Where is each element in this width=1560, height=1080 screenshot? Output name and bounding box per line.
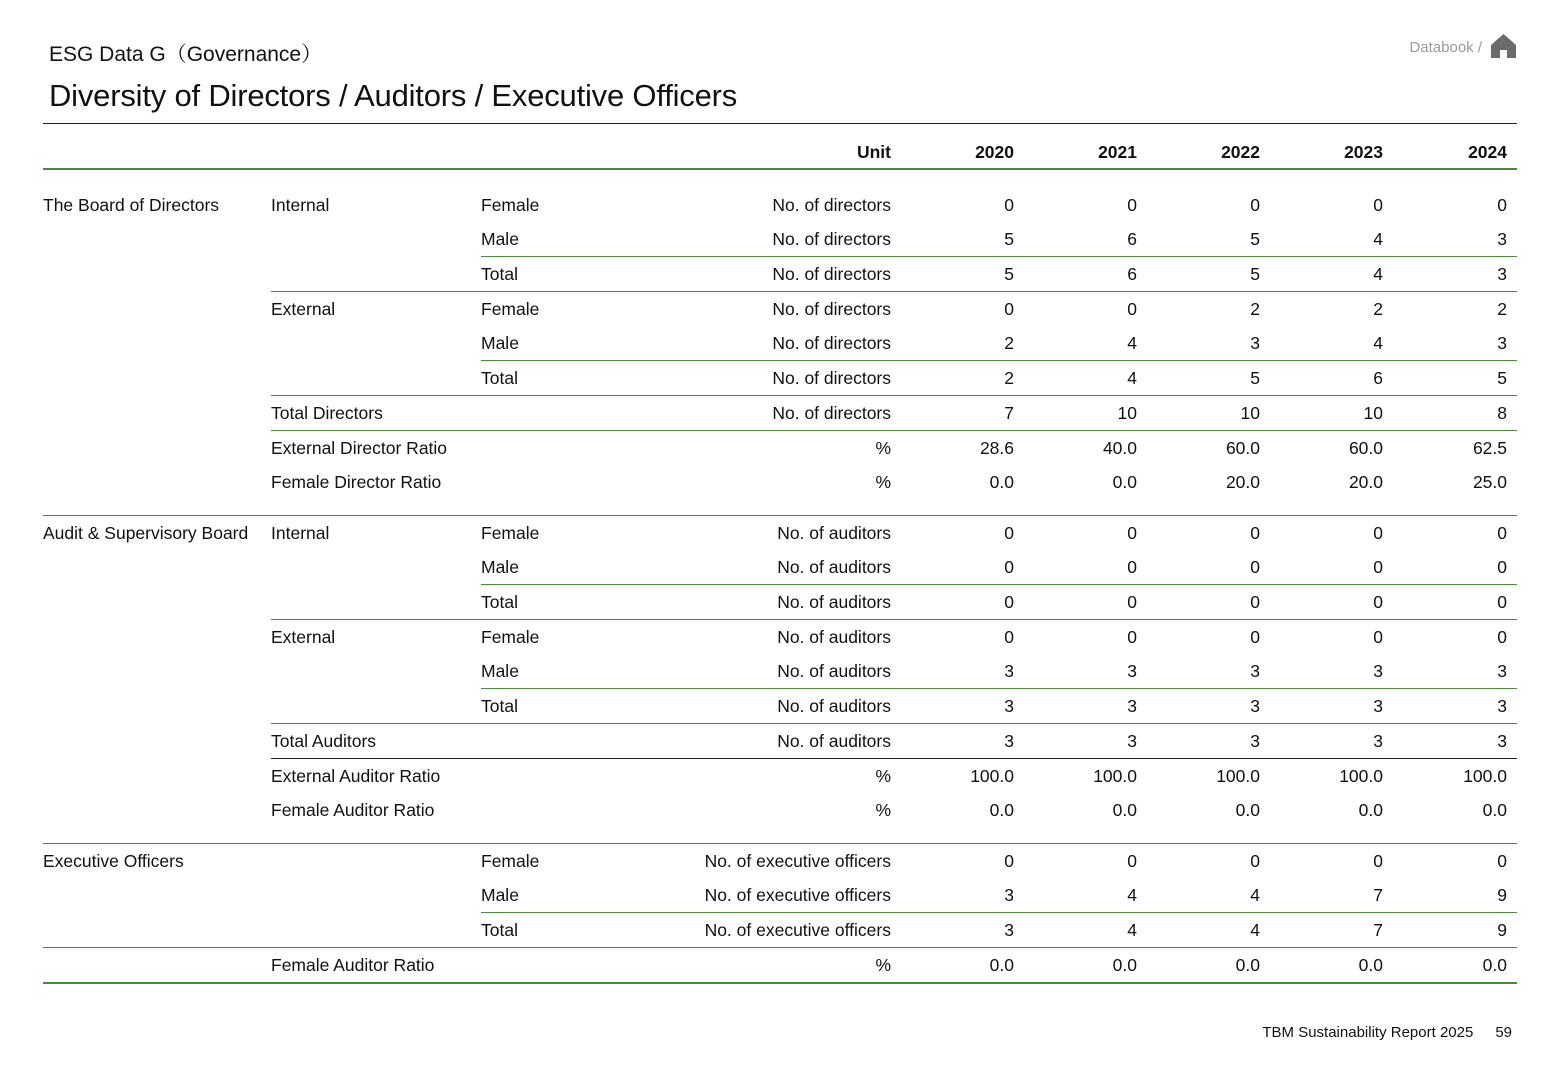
group-cell: Total Auditors: [271, 724, 481, 759]
value-cell: 28.6: [901, 431, 1024, 466]
group-cell: [271, 654, 481, 689]
value-cell: 0.0: [1358, 799, 1383, 820]
unit-cell: No. of directors: [621, 361, 901, 396]
unit-cell: No. of auditors: [621, 620, 901, 655]
table-row: [43, 948, 1517, 984]
gender-cell: [481, 465, 621, 499]
value-cell: 3: [1497, 660, 1507, 681]
unit-cell: No. of directors: [621, 396, 901, 431]
value-cell: 0: [1147, 620, 1270, 655]
value-cell: 0.0: [1024, 948, 1147, 984]
title-divider: [43, 123, 1517, 124]
gender-cell: Male: [481, 556, 519, 577]
value-cell: 5: [1147, 257, 1270, 292]
value-cell: 3: [1147, 724, 1270, 759]
table-row: [43, 326, 1517, 361]
value-cell: 6: [1270, 361, 1393, 396]
value-cell: 0.0: [1393, 948, 1517, 984]
unit-cell: No. of auditors: [621, 516, 901, 551]
report-name: TBM Sustainability Report 2025: [1262, 1024, 1474, 1041]
value-cell: 10: [1270, 396, 1393, 431]
year-column-header: 2021: [1024, 136, 1147, 169]
table-row: [43, 465, 1517, 499]
value-cell: 0: [1373, 556, 1383, 577]
table-row: [43, 550, 1517, 585]
group-cell: [271, 257, 481, 292]
table-row: [43, 361, 1517, 396]
gender-cell: Male: [481, 884, 519, 905]
table-row: [43, 654, 1517, 689]
value-cell: 0: [1270, 620, 1393, 655]
value-cell: 3: [1127, 660, 1137, 681]
category-cell: The Board of Directors: [43, 194, 220, 215]
gender-cell: Female: [481, 844, 621, 879]
gender-cell: Female: [481, 516, 621, 551]
gender-cell: [481, 948, 621, 984]
value-cell: 0: [1004, 556, 1014, 577]
value-cell: 0: [1004, 194, 1014, 215]
value-cell: 7: [1270, 913, 1393, 948]
value-cell: 0.0: [1112, 799, 1137, 820]
value-cell: 60.0: [1270, 431, 1393, 466]
table-row: [43, 431, 1517, 466]
value-cell: 4: [1127, 332, 1137, 353]
gender-cell: Male: [481, 660, 519, 681]
value-cell: 3: [1497, 228, 1507, 249]
value-cell: 40.0: [1024, 431, 1147, 466]
value-cell: 0: [1393, 585, 1517, 620]
value-cell: 0: [1250, 194, 1260, 215]
value-cell: 7: [1373, 884, 1383, 905]
value-cell: 10: [1024, 396, 1147, 431]
value-cell: 2: [901, 361, 1024, 396]
value-cell: 100.0: [1270, 759, 1393, 794]
value-cell: 0: [1270, 516, 1393, 551]
category-cell: [43, 948, 271, 984]
category-cell: [43, 222, 271, 257]
value-cell: 3: [1497, 332, 1507, 353]
group-cell: [271, 689, 481, 724]
gender-cell: Total: [481, 361, 621, 396]
page-title: Diversity of Directors / Auditors / Executive Officers: [49, 78, 738, 113]
value-cell: 0: [901, 516, 1024, 551]
value-cell: 9: [1497, 884, 1507, 905]
value-cell: 0: [1127, 194, 1137, 215]
page-number: 59: [1495, 1024, 1512, 1041]
value-cell: 0.0: [1270, 948, 1393, 984]
category-cell: [43, 361, 271, 396]
value-cell: 0: [1497, 556, 1507, 577]
unit-cell: No. of executive officers: [621, 844, 901, 879]
page-footer: [1262, 1024, 1512, 1041]
unit-cell: No. of directors: [621, 292, 901, 327]
group-cell: Female Auditor Ratio: [271, 799, 435, 820]
value-cell: 7: [901, 396, 1024, 431]
year-column-header: 2024: [1393, 136, 1517, 169]
table-row: [43, 396, 1517, 431]
category-cell: Executive Officers: [43, 844, 271, 879]
gender-cell: Female: [481, 194, 540, 215]
category-cell: [43, 913, 271, 948]
value-cell: 0: [1024, 844, 1147, 879]
value-cell: 3: [1250, 660, 1260, 681]
category-cell: [43, 396, 271, 431]
category-cell: [43, 257, 271, 292]
year-column-header: 2022: [1147, 136, 1270, 169]
value-cell: 3: [901, 913, 1024, 948]
value-cell: 0: [901, 620, 1024, 655]
table-header-row: [43, 136, 1517, 169]
unit-cell: %: [621, 431, 901, 466]
category-cell: [43, 585, 271, 620]
group-cell: Female Auditor Ratio: [271, 948, 481, 984]
value-cell: 0: [1393, 620, 1517, 655]
table-row: [43, 585, 1517, 620]
value-cell: 0.0: [1147, 948, 1270, 984]
group-cell: External Auditor Ratio: [271, 759, 481, 794]
value-cell: 0: [1393, 844, 1517, 879]
value-cell: 5: [901, 257, 1024, 292]
value-cell: 0: [1393, 516, 1517, 551]
value-cell: 3: [1024, 689, 1147, 724]
value-cell: 0.0: [989, 471, 1014, 492]
value-cell: 2: [1393, 292, 1517, 327]
table-row: [43, 516, 1517, 551]
unit-cell: No. of auditors: [777, 556, 891, 577]
group-cell: External Director Ratio: [271, 431, 481, 466]
value-cell: 3: [1004, 660, 1014, 681]
governance-diversity-table: [43, 136, 1517, 984]
value-cell: 0: [1024, 292, 1147, 327]
year-column-header: 2020: [901, 136, 1024, 169]
value-cell: 0.0: [1482, 799, 1507, 820]
unit-cell: %: [875, 799, 891, 820]
unit-cell: No. of directors: [772, 194, 891, 215]
value-cell: 0: [1024, 620, 1147, 655]
value-cell: 0.0: [901, 948, 1024, 984]
unit-cell: No. of directors: [772, 228, 891, 249]
category-cell: [43, 431, 271, 466]
value-cell: 4: [1270, 257, 1393, 292]
table-row: [43, 793, 1517, 827]
value-cell: 2: [1004, 332, 1014, 353]
table-row: [43, 188, 1517, 222]
value-cell: 4: [1250, 884, 1260, 905]
group-cell: Female Director Ratio: [271, 471, 442, 492]
category-cell: [43, 465, 271, 499]
value-cell: 2: [1147, 292, 1270, 327]
group-cell: [271, 361, 481, 396]
category-cell: [43, 759, 271, 794]
value-cell: 100.0: [1393, 759, 1517, 794]
value-cell: 62.5: [1393, 431, 1517, 466]
value-cell: 60.0: [1147, 431, 1270, 466]
group-cell: Internal: [271, 194, 330, 215]
value-cell: 0: [901, 292, 1024, 327]
unit-cell: No. of auditors: [621, 585, 901, 620]
value-cell: 5: [1147, 361, 1270, 396]
category-cell: [43, 654, 271, 689]
unit-cell: %: [875, 471, 891, 492]
category-cell: [43, 793, 271, 827]
category-cell: [43, 878, 271, 913]
table-row: [43, 620, 1517, 655]
value-cell: 3: [1004, 884, 1014, 905]
value-cell: 3: [1270, 689, 1393, 724]
value-cell: 4: [1373, 332, 1383, 353]
unit-cell: %: [621, 759, 901, 794]
value-cell: 3: [1024, 724, 1147, 759]
value-cell: 10: [1147, 396, 1270, 431]
value-cell: 3: [1393, 257, 1517, 292]
gender-cell: Total: [481, 913, 621, 948]
table-row: [43, 878, 1517, 913]
gender-cell: Female: [481, 620, 621, 655]
gender-cell: [481, 759, 621, 794]
unit-cell: %: [621, 948, 901, 984]
value-cell: 0: [1024, 516, 1147, 551]
table-row: [43, 759, 1517, 794]
gender-cell: Male: [481, 228, 519, 249]
gender-cell: [481, 396, 621, 431]
category-cell: Audit & Supervisory Board: [43, 516, 271, 551]
row-spacer: [43, 499, 1517, 516]
value-cell: 3: [1270, 724, 1393, 759]
table-row: [43, 844, 1517, 879]
value-cell: 0: [1250, 556, 1260, 577]
value-cell: 0: [1024, 585, 1147, 620]
table-row: [43, 689, 1517, 724]
table-row: [43, 724, 1517, 759]
group-cell: [271, 326, 481, 361]
gender-cell: Total: [481, 585, 621, 620]
unit-cell: No. of executive officers: [704, 884, 891, 905]
group-cell: Total Directors: [271, 396, 481, 431]
gender-cell: Female: [481, 292, 621, 327]
value-cell: 3: [901, 724, 1024, 759]
value-cell: 100.0: [1147, 759, 1270, 794]
home-icon[interactable]: [1490, 33, 1517, 59]
gender-cell: Total: [481, 689, 621, 724]
category-cell: [43, 550, 271, 585]
gender-cell: Total: [481, 257, 621, 292]
table-row: [43, 913, 1517, 948]
value-cell: 5: [1250, 228, 1260, 249]
value-cell: 3: [1250, 332, 1260, 353]
breadcrumb-databook[interactable]: Databook /: [1409, 39, 1482, 56]
value-cell: 2: [1270, 292, 1393, 327]
gender-cell: [481, 431, 621, 466]
value-cell: 0: [901, 844, 1024, 879]
value-cell: 0: [1373, 194, 1383, 215]
value-cell: 20.0: [1225, 471, 1260, 492]
value-cell: 4: [1024, 361, 1147, 396]
section-subtitle: ESG Data G（Governance）: [49, 43, 323, 66]
group-cell: [271, 878, 481, 913]
value-cell: 100.0: [901, 759, 1024, 794]
gender-cell: [481, 724, 621, 759]
value-cell: 3: [901, 689, 1024, 724]
value-cell: 0: [1147, 516, 1270, 551]
value-cell: 25.0: [1472, 471, 1507, 492]
value-cell: 4: [1024, 913, 1147, 948]
category-cell: [43, 689, 271, 724]
group-cell: [271, 222, 481, 257]
value-cell: 3: [1147, 689, 1270, 724]
table-row: [43, 292, 1517, 327]
value-cell: 0: [1270, 844, 1393, 879]
unit-cell: No. of directors: [621, 257, 901, 292]
value-cell: 6: [1127, 228, 1137, 249]
unit-cell: No. of executive officers: [621, 913, 901, 948]
value-cell: 4: [1373, 228, 1383, 249]
group-cell: External: [271, 292, 481, 327]
year-column-header: 2023: [1270, 136, 1393, 169]
unit-cell: No. of auditors: [621, 724, 901, 759]
value-cell: 0: [1147, 585, 1270, 620]
value-cell: 0.0: [989, 799, 1014, 820]
value-cell: 5: [1004, 228, 1014, 249]
gender-cell: Male: [481, 332, 519, 353]
value-cell: 8: [1393, 396, 1517, 431]
unit-cell: No. of auditors: [777, 660, 891, 681]
category-cell: [43, 724, 271, 759]
category-cell: [43, 292, 271, 327]
value-cell: 100.0: [1024, 759, 1147, 794]
category-cell: [43, 620, 271, 655]
value-cell: 5: [1393, 361, 1517, 396]
value-cell: 0: [1270, 585, 1393, 620]
value-cell: 0: [901, 585, 1024, 620]
unit-column-header: Unit: [621, 136, 901, 169]
category-cell: [43, 326, 271, 361]
table-row: [43, 257, 1517, 292]
group-cell: [271, 585, 481, 620]
group-cell: External: [271, 620, 481, 655]
unit-cell: No. of auditors: [621, 689, 901, 724]
unit-cell: No. of directors: [772, 332, 891, 353]
value-cell: 3: [1393, 724, 1517, 759]
value-cell: 0: [1497, 194, 1507, 215]
value-cell: 4: [1147, 913, 1270, 948]
value-cell: 0.0: [1112, 471, 1137, 492]
row-spacer: [43, 827, 1517, 844]
value-cell: 6: [1024, 257, 1147, 292]
value-cell: 0: [1127, 556, 1137, 577]
value-cell: 3: [1393, 689, 1517, 724]
group-cell: [271, 550, 481, 585]
row-spacer: [43, 169, 1517, 188]
value-cell: 0: [1147, 844, 1270, 879]
group-cell: [271, 844, 481, 879]
value-cell: 4: [1127, 884, 1137, 905]
table-row: [43, 222, 1517, 257]
group-cell: [271, 913, 481, 948]
value-cell: 3: [1373, 660, 1383, 681]
group-cell: Internal: [271, 516, 481, 551]
gender-cell: [481, 793, 621, 827]
value-cell: 20.0: [1348, 471, 1383, 492]
value-cell: 9: [1393, 913, 1517, 948]
value-cell: 0.0: [1235, 799, 1260, 820]
